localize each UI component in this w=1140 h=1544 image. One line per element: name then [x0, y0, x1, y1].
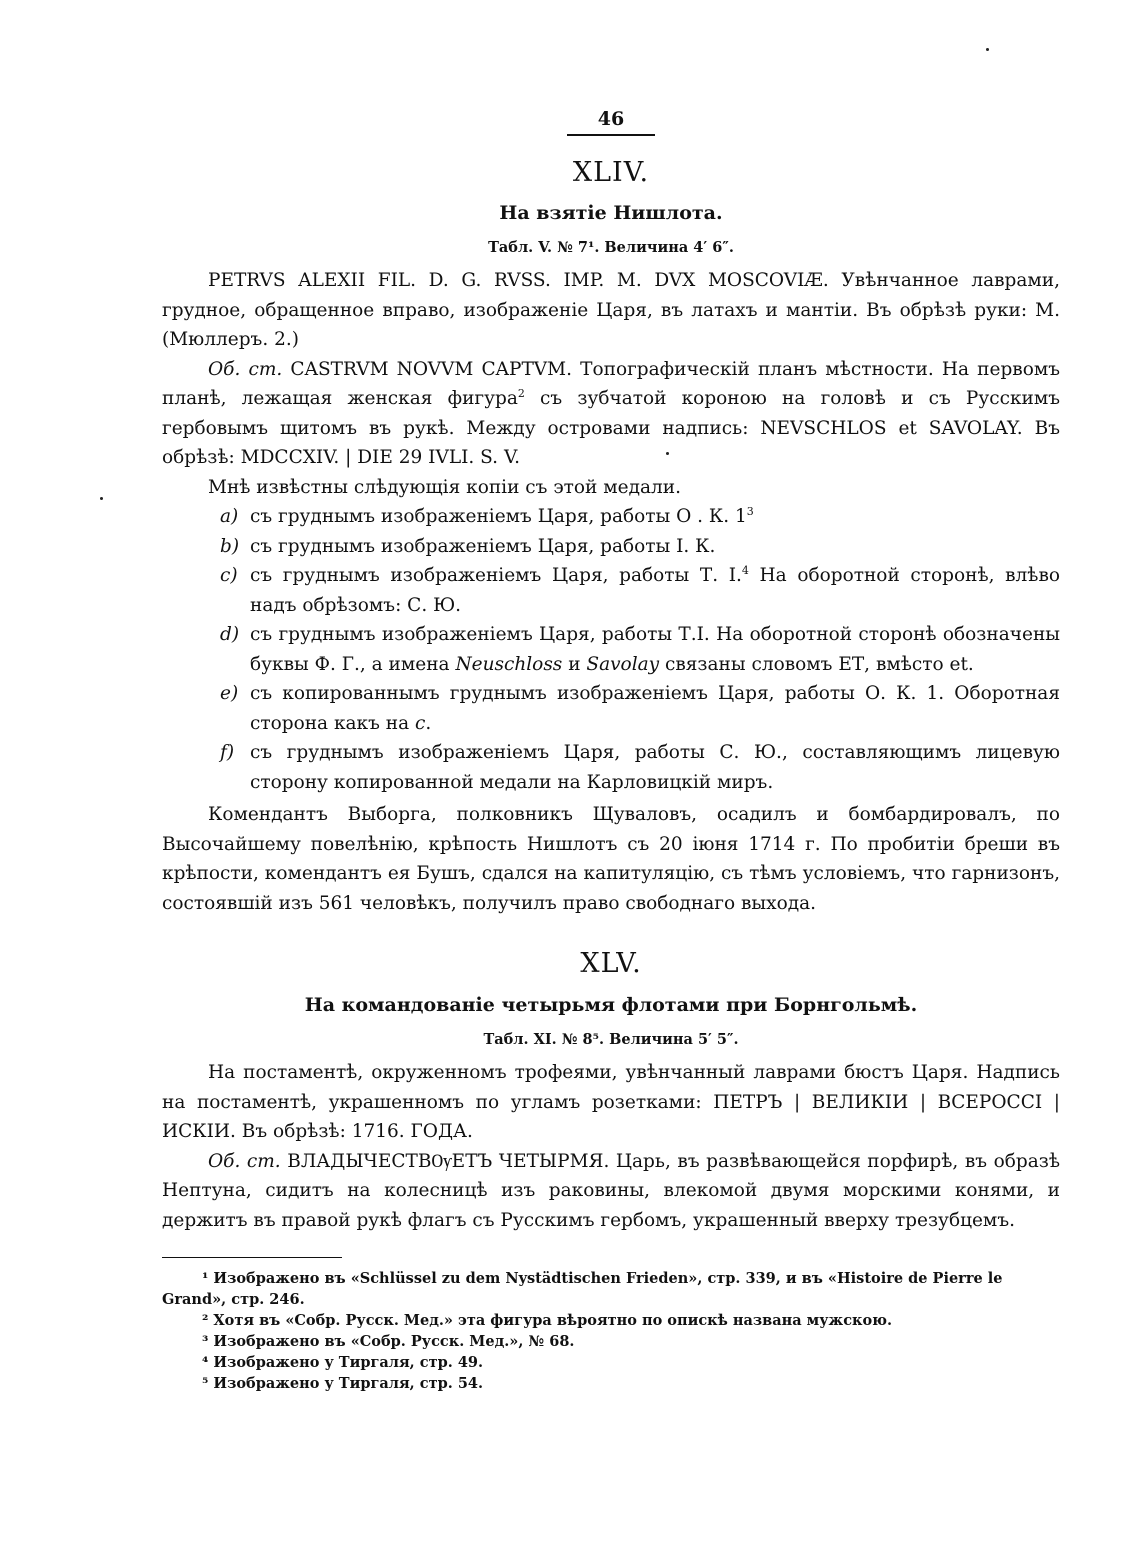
obverse-description: PETRVS ALEXII FIL. D. G. RVSS. IMP. M. DVX MOSCOVIÆ. Увѣнчанное лаврами, грудное, обращенное вправо, изображеніе Царя, въ латахъ и мантіи. Въ обрѣзѣ руки: M. (Мюллеръ. 2.)	[162, 270, 1060, 350]
list-item: e) съ копированнымъ груднымъ изображеніемъ Царя, работы О. К. 1. Оборотная сторона какъ на c.	[162, 679, 1060, 738]
scan-speck	[100, 497, 103, 500]
list-marker: e)	[220, 683, 239, 704]
copies-list	[162, 502, 1060, 797]
footnote-ref-2: 2	[517, 386, 525, 400]
list-item: a) съ груднымъ изображеніемъ Царя, работы О . К. $1^3$	[162, 502, 1060, 532]
reverse-description: Об. ст. CASTRVM NOVVM CAPTVM. Топографическій планъ мѣстности. На первомъ планѣ, лежащая женская фигура$^2$ съ зубчатой короною на головѣ и съ Русскимъ гербовымъ щитомъ въ рукѣ. Между островами надпись: NEVSCHLOS et SAVOLAY. Въ обрѣзѣ: MDCCXIV. | DIE 29 IVLI. S. V.	[162, 358, 1060, 468]
reverse-description: Об. ст. ВЛАДЫЧЕСТВѸЕТЪ ЧЕТЫРМЯ. Царь, въ развѣвающейся порфирѣ, въ образѣ Нептуна, сидитъ на колесницѣ изъ раковины, влекомой двумя морскими конями, и держитъ въ правой рукѣ флагъ съ Русскимъ гербомъ, украшенный вверху трезубцемъ.	[162, 1150, 1060, 1231]
scan-speck	[986, 48, 989, 51]
list-item: f) съ груднымъ изображеніемъ Царя, работы С. Ю., составляющимъ лицевую сторону копированной медали на Карловицкій миръ.	[162, 738, 1060, 797]
footnote-ref-4: 4	[741, 563, 749, 577]
list-marker: a)	[220, 506, 239, 527]
footnote: ³ Изображено въ «Собр. Русск. Мед.», № 68.	[202, 1333, 575, 1350]
section-numeral-xlv: XLV.	[580, 948, 642, 979]
table-reference-xlv: Табл. XI. № 8⁵. Величина 5′ 5″.	[483, 1031, 739, 1048]
reverse-prefix: Об. ст.	[208, 358, 283, 380]
obverse-description: На постаментѣ, окруженномъ трофеями, увѣнчанный лаврами бюстъ Царя. Надпись на постаментѣ, украшенномъ по угламъ розетками: ПЕТРЪ | ВЕЛИКІИ | ВСЕРОССІ | ИСКІИ. Въ обрѣзѣ: 1716. ГОДА.	[162, 1062, 1060, 1142]
list-marker: c)	[220, 565, 238, 586]
list-marker: f)	[220, 742, 235, 763]
footnotes	[162, 1268, 1060, 1394]
section-xliv-body	[162, 266, 1060, 502]
section-numeral-xliv: XLIV.	[572, 157, 650, 188]
copies-intro: Мнѣ извѣстны слѣдующія копіи съ этой медали.	[208, 476, 681, 498]
section-title-xliv: На взятіе Нишлота.	[499, 202, 723, 224]
footnote: ⁴ Изображено у Тиргаля, стр. 49.	[202, 1354, 484, 1371]
list-marker: d)	[220, 624, 240, 645]
footnote: ² Хотя въ «Собр. Русск. Мед.» эта фигура вѣроятно по опискѣ названа мужскою.	[202, 1312, 893, 1329]
table-reference-xliv: Табл. V. № 7¹. Величина 4′ 6″.	[488, 239, 734, 256]
footnote-ref-3: 3	[746, 504, 754, 518]
reverse-prefix: Об. ст.	[208, 1150, 281, 1172]
scan-speck	[666, 452, 669, 455]
section-title-xlv: На командованіе четырьмя флотами при Борнгольмѣ.	[304, 994, 918, 1016]
footnote: ⁵ Изображено у Тиргаля, стр. 54.	[202, 1375, 484, 1392]
list-item: c) съ груднымъ изображеніемъ Царя, работы Т. І.$^4$ На оборотной сторонѣ, влѣво надъ обрѣзомъ: С. Ю.	[162, 561, 1060, 620]
list-item: d) съ груднымъ изображеніемъ Царя, работы Т.І. На оборотной сторонѣ обозначены буквы Ф. Г., а имена Neuschloss и Savolay связаны словомъ ЕТ, вмѣсто et.	[162, 620, 1060, 679]
historical-note: Комендантъ Выборга, полковникъ Щуваловъ, осадилъ и бомбардировалъ, по Высочайшему повелѣнію, крѣпость Нишлотъ съ 20 іюня 1714 г. По пробитіи бреши въ крѣпости, комендантъ ея Бушъ, сдался на капитуляцію, съ тѣмъ условіемъ, что гарнизонъ, состоявшій изъ 561 человѣкъ, получилъ право свободнаго выхода.	[162, 804, 1060, 914]
footnote-divider	[162, 1257, 342, 1258]
list-marker: b)	[220, 535, 240, 557]
list-item: b) съ груднымъ изображеніемъ Царя, работы І. К.	[162, 532, 1060, 562]
page-number: 46	[567, 108, 655, 136]
footnote: ¹ Изображено въ «Schlüssel zu dem Nystädtischen Frieden», стр. 339, и въ «Histoire de Pierre le Grand», стр. 246.	[162, 1270, 1003, 1308]
section-xlv-body	[162, 1058, 1060, 1235]
